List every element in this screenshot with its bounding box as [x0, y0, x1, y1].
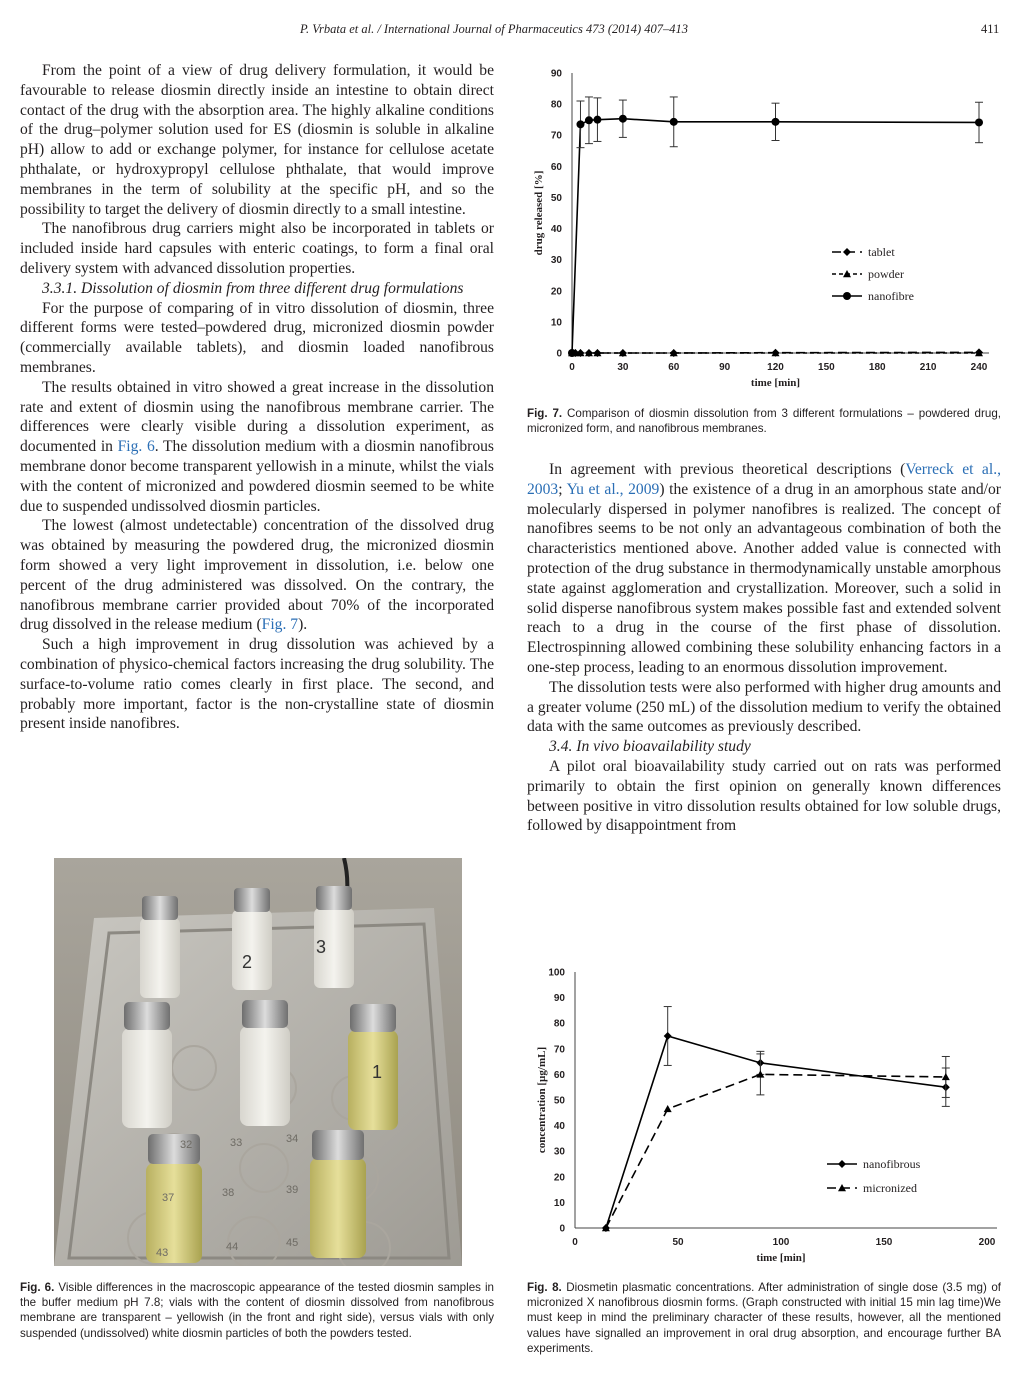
y-tick-label: 0	[556, 348, 562, 360]
legend-label-powder: powder	[868, 267, 904, 281]
paragraph	[527, 460, 1001, 678]
y-tick-label: 20	[550, 286, 562, 298]
y-tick-label: 30	[553, 1146, 565, 1158]
fig8-caption	[527, 1280, 1001, 1356]
y-tick-label: 70	[550, 130, 562, 142]
fig6-ref-link[interactable]: Fig. 6	[117, 438, 155, 456]
x-axis-label: time [min]	[756, 1252, 806, 1264]
legend-label-tablet: tablet	[868, 245, 895, 259]
y-tick-label: 60	[553, 1069, 565, 1081]
legend-marker-nanofibre	[843, 292, 851, 300]
caption-label: Fig. 7.	[527, 407, 563, 420]
paragraph: For the purpose of comparing of in vitro dissolution of diosmin, three different forms were tested–powdered drug, micronized diosmin powder (commercially available tablets), and diosmin loaded nanofibrous membranes.	[20, 299, 494, 376]
fig8-svg	[527, 960, 1001, 1270]
tray-number: 44	[226, 1241, 239, 1253]
running-title: P. Vrbata et al. / International Journal of Pharmaceutics 473 (2014) 407–413	[300, 22, 689, 36]
section-heading-3-4: 3.4. In vivo bioavailability study	[549, 738, 751, 756]
x-axis-label: time [min]	[750, 377, 801, 389]
series-line-micronized	[606, 1074, 946, 1228]
y-tick-label: 0	[559, 1223, 565, 1235]
x-tick-label: 0	[569, 362, 575, 373]
tray-number: 43	[156, 1247, 169, 1259]
data-point-micronized	[664, 1105, 672, 1112]
vial-white	[140, 896, 180, 998]
data-point-nanofibre	[576, 120, 584, 128]
tray-number: 34	[286, 1133, 299, 1145]
tray-number: 33	[230, 1137, 243, 1149]
data-point-nanofibre	[568, 349, 576, 357]
paragraph: A pilot oral bioavailability study carried out on rats was performed primarily to obtain the first opinion on generally known differences between positive in vitro dissolution results obtained for low soluble drugs, followed by disappointment from	[527, 757, 1001, 835]
y-axis-label: concentration [µg/mL]	[536, 1046, 548, 1154]
legend-label-nanofibrous: nanofibrous	[863, 1157, 921, 1171]
y-tick-label: 80	[550, 99, 562, 111]
x-tick-label: 60	[668, 362, 680, 373]
data-point-nanofibre	[772, 118, 780, 126]
data-point-nanofibre	[619, 115, 627, 123]
legend-label-nanofibre: nanofibre	[868, 289, 914, 303]
fig6-caption	[20, 1280, 494, 1341]
text: . The dissolution medium with a diosmin nanofibrous membrane donor become transparent yellowish in a minute, whilst the vials with the content of micronized and powdered diosmin seemed to be white due to suspended undissolved diosmin particles.	[20, 438, 494, 515]
tray-number: 37	[162, 1192, 175, 1204]
x-tick-label: 90	[719, 362, 731, 373]
vial-yellow	[310, 1130, 366, 1258]
x-tick-label: 50	[672, 1237, 684, 1248]
paragraph: From the point of a view of drug delivery formulation, it would be favourable to release diosmin directly inside an intestine to obtain direct contact of the drug with the absorption area. The highly alkaline conditions of the drug–polymer solution used for ES (diosmin is soluble in alkaline pH) allow to add or exchange polymer, for instance for cellulose acetate phthalate, or hydroxypropyl cellulose phthalate, that would improve membranes in the term of solubility at the specific pH, and so the possibility to target the delivery of diosmin directly to a small intestine.	[20, 62, 494, 218]
y-tick-label: 50	[550, 192, 562, 204]
fig7-chart	[527, 60, 1001, 400]
text: The results obtained in vitro showed a great increase in the dissolution rate and extent of diosmin using the nanofibrous membrane carrier. The differences were clearly visible during a dissolution experiment, as documented in	[20, 378, 494, 456]
legend-marker-tablet	[843, 248, 851, 256]
y-tick-label: 60	[550, 161, 562, 173]
x-tick-label: 100	[772, 1237, 790, 1248]
data-point-micronized	[942, 1073, 950, 1080]
caption-label: Fig. 6.	[20, 1281, 55, 1294]
fig7-ref-link[interactable]: Fig. 7	[261, 616, 299, 634]
paragraph	[20, 516, 494, 635]
text: The lowest (almost undetectable) concentration of the dissolved drug was obtained by measuring the powdered drug, the micronized diosmin form showed a very light improvement in dissolution, i.e. below one percent of the drug administered was dissolved. On the contrary, the nanofibrous membrane carrier provided about 70% of the incorporated drug dissolved in the release medium (	[20, 517, 494, 634]
data-point-nanofibre	[585, 116, 593, 124]
x-tick-label: 210	[919, 362, 937, 373]
caption-text: Visible differences in the macroscopic appearance of the tested diosmin samples in the buffer medium pH 7.8; vials with the content of diosmin dissolved from nanofibrous membrane are transparent – yellowish (in the front and right side), versus vials with only suspended (undissolved) white diosmin particles of both the powders tested.	[20, 1281, 494, 1340]
y-tick-label: 100	[548, 967, 565, 979]
vial-white	[122, 1002, 172, 1128]
series-line-nanofibre	[572, 119, 979, 353]
caption-text: Diosmetin plasmatic concentrations. After administration of single dose (3.5 mg) of micronized X nanofibrous diosmin forms. (Graph constructed with initial 15 min lag time)We must keep in mind the preliminary character of these results, however, all the mentioned values have signalled an improvement in oral drug absorption, and encourage further BA experiments.	[527, 1281, 1001, 1355]
x-tick-label: 0	[572, 1237, 578, 1248]
y-tick-label: 40	[553, 1121, 565, 1133]
y-tick-label: 90	[553, 993, 565, 1005]
y-tick-label: 20	[553, 1172, 565, 1184]
x-tick-label: 120	[767, 362, 784, 373]
vial-white	[240, 1000, 290, 1126]
vial-mark: 2	[242, 952, 253, 972]
vial-mark: 3	[316, 937, 327, 957]
citation-verreck-link[interactable]: Verreck et al., 2003	[527, 461, 1001, 498]
paragraph	[20, 378, 494, 517]
x-tick-label: 180	[868, 362, 886, 373]
text: ).	[298, 616, 308, 634]
paragraph: The nanofibrous drug carriers might also be incorporated in tablets or included inside hard capsules with enteric coatings, to form a final oral delivery system with advanced dissolution properties.	[20, 220, 494, 277]
page-number: 411	[981, 22, 1000, 36]
fig6-photo	[54, 858, 462, 1266]
left-column	[20, 61, 494, 734]
y-tick-label: 50	[553, 1095, 565, 1107]
x-tick-label: 150	[818, 362, 835, 373]
fig7-svg	[527, 60, 1001, 400]
legend-label-micronized: micronized	[863, 1181, 917, 1195]
data-point-nanofibre	[975, 118, 983, 126]
series-line-nanofibrous	[606, 1036, 946, 1228]
vial-mark: 1	[372, 1062, 383, 1082]
citation-yu-link[interactable]: Yu et al., 2009	[566, 480, 660, 498]
fig8-chart	[527, 960, 1001, 1270]
y-tick-label: 70	[553, 1044, 565, 1056]
y-tick-label: 40	[550, 224, 562, 236]
y-tick-label: 30	[550, 255, 562, 267]
vials-photo-illustration	[54, 858, 462, 1266]
x-tick-label: 200	[978, 1237, 996, 1248]
text: ;	[558, 480, 567, 498]
data-point-nanofibre	[593, 116, 601, 124]
x-tick-label: 30	[617, 362, 629, 373]
paragraph: The dissolution tests were also performed with higher drug amounts and a greater volume (250 mL) of the dissolution medium to verify the obtained data with the same outcomes as previously described.	[527, 678, 1001, 736]
paragraph: Such a high improvement in drug dissolution was achieved by a combination of physico-chemical factors increasing the drug solubility. The surface-to-volume ratio comes clearly in first place. The second, and probably more important, factor is the non-crystalline state of diosmin present inside nanofibres.	[20, 636, 494, 733]
caption-text: Comparison of diosmin dissolution from 3 different formulations – powdered drug, micronized form, and nanofibrous membranes.	[527, 407, 1001, 436]
y-tick-label: 10	[550, 317, 562, 329]
data-point-nanofibre	[670, 118, 678, 126]
text: ) the existence of a drug in an amorphous state and/or molecularly dispersed in polymer nanofibres is realized. The concept of nanofibres seems to be not only an advantageous combination of both the characteristics mentioned above. Another added value is connected with protection of the drug substance in thermodynamically unstable amorphous state against agglomeration and crystallization. Moreover, such a solid in solid disperse nanofibrous system makes possible fast and extended solvent reach to a drug in the course of the first phase of dissolution. Electrospinning allowed combining these solubility enhancing factors in a one-step process, leading to an enormous dissolution improvement.	[527, 480, 1001, 676]
y-tick-label: 80	[553, 1018, 565, 1030]
tray-number: 38	[222, 1187, 235, 1199]
data-point-nanofibrous	[664, 1032, 672, 1040]
legend-marker-nanofibrous	[838, 1160, 846, 1168]
right-column	[527, 460, 1001, 836]
caption-label: Fig. 8.	[527, 1281, 562, 1294]
x-tick-label: 150	[875, 1237, 893, 1248]
x-tick-label: 240	[970, 362, 988, 373]
vial-white	[232, 888, 272, 990]
text: In agreement with previous theoretical descriptions (	[549, 461, 906, 478]
running-header	[0, 22, 1024, 42]
fig7-caption	[527, 406, 1001, 436]
y-axis-label: drug released [%]	[533, 170, 545, 256]
tray-number: 39	[286, 1184, 299, 1196]
tray-number: 45	[286, 1237, 299, 1249]
y-tick-label: 90	[550, 68, 562, 80]
tray-number: 32	[180, 1139, 193, 1151]
section-heading-3-3-1: 3.3.1. Dissolution of diosmin from three different drug formulations	[42, 279, 464, 297]
y-tick-label: 10	[553, 1197, 565, 1209]
